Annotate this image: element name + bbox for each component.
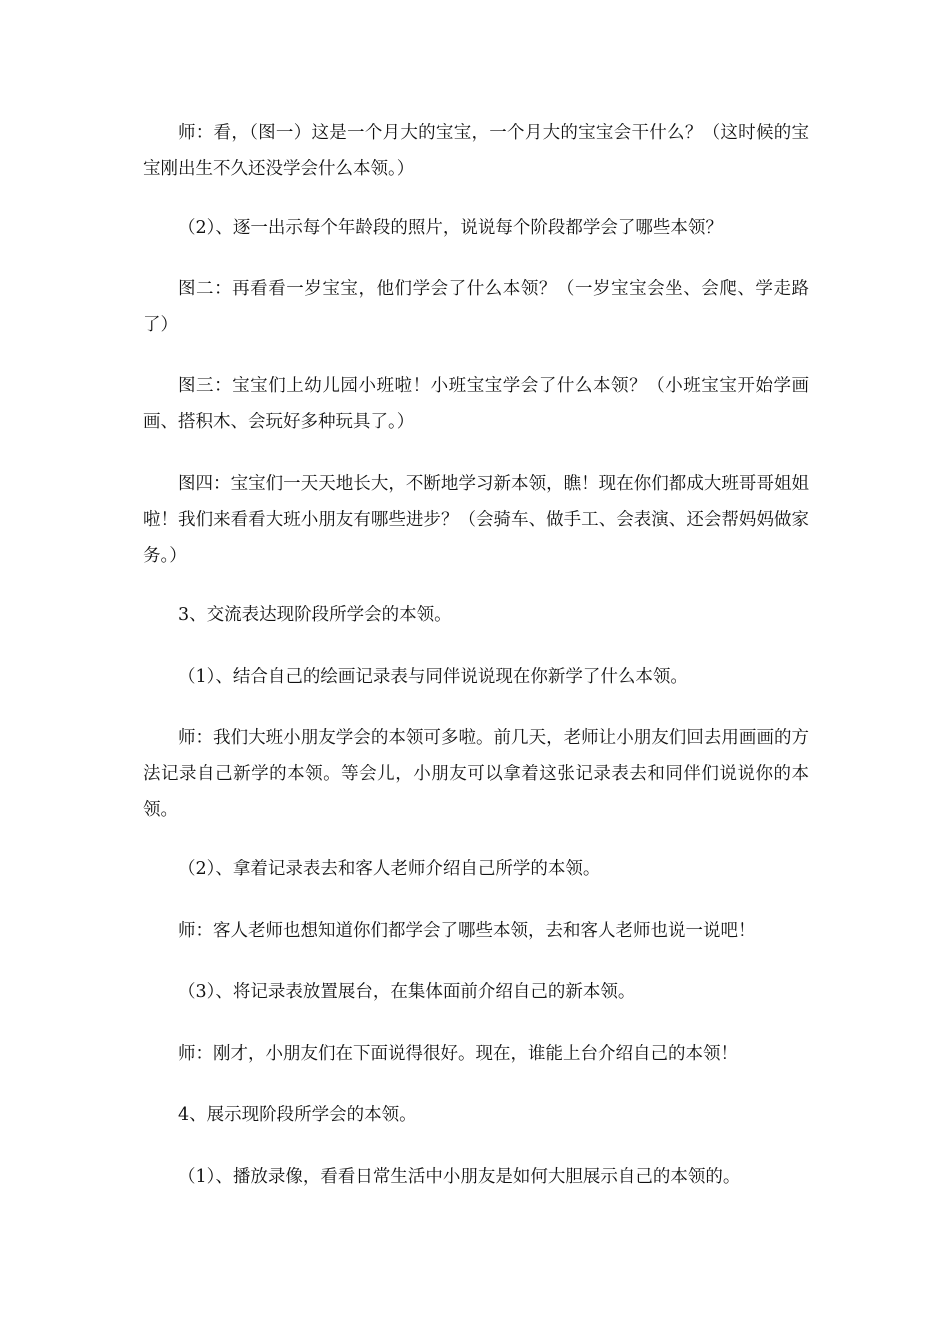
paragraph-figure-four: 图四：宝宝们一天天地长大，不断地学习新本领，瞧！现在你们都成大班哥哥姐姐啦！我们来看看大班小朋友有哪些进步？（会骑车、做手工、会表演、还会帮妈妈做家务。） <box>143 474 809 566</box>
paragraph-teacher-figure-one: 师：看，（图一）这是一个月大的宝宝，一个月大的宝宝会干什么？（这时候的宝宝刚出生不久还没学会什么本领。） <box>143 123 809 179</box>
paragraph-step-3-display-stand: （3）、将记录表放置展台，在集体面前介绍自己的新本领。 <box>178 982 636 1002</box>
paragraph-teacher-stage-invite: 师：刚才，小朋友们在下面说得很好。现在，谁能上台介绍自己的本领！ <box>178 1044 738 1064</box>
paragraph-figure-three: 图三：宝宝们上幼儿园小班啦！小班宝宝学会了什么本领？（小班宝宝开始学画画、搭积木、会玩好多种玩具了。） <box>143 376 809 432</box>
paragraph-step-2-show-photos: （2）、逐一出示每个年龄段的照片，说说每个阶段都学会了哪些本领？ <box>178 218 723 238</box>
paragraph-teacher-guest-invite: 师：客人老师也想知道你们都学会了哪些本领，去和客人老师也说一说吧！ <box>178 921 756 941</box>
paragraph-section-3-heading: 3、交流表达现阶段所学会的本领。 <box>178 605 452 625</box>
paragraph-step-1-play-video: （1）、播放录像，看看日常生活中小朋友是如何大胆展示自己的本领的。 <box>178 1167 741 1187</box>
paragraph-section-4-heading: 4、展示现阶段所学会的本领。 <box>178 1105 417 1125</box>
paragraph-figure-two: 图二：再看看一岁宝宝，他们学会了什么本领？（一岁宝宝会坐、会爬、学走路了） <box>143 279 809 335</box>
paragraph-teacher-record-method: 师：我们大班小朋友学会的本领可多啦。前几天，老师让小朋友们回去用画画的方法记录自己新学的本领。等会儿，小朋友可以拿着这张记录表去和同伴们说说你的本领。 <box>143 728 809 820</box>
paragraph-step-2-guest-teacher: （2）、拿着记录表去和客人老师介绍自己所学的本领。 <box>178 859 601 879</box>
paragraph-step-1-drawing-record: （1）、结合自己的绘画记录表与同伴说说现在你新学了什么本领。 <box>178 667 688 687</box>
